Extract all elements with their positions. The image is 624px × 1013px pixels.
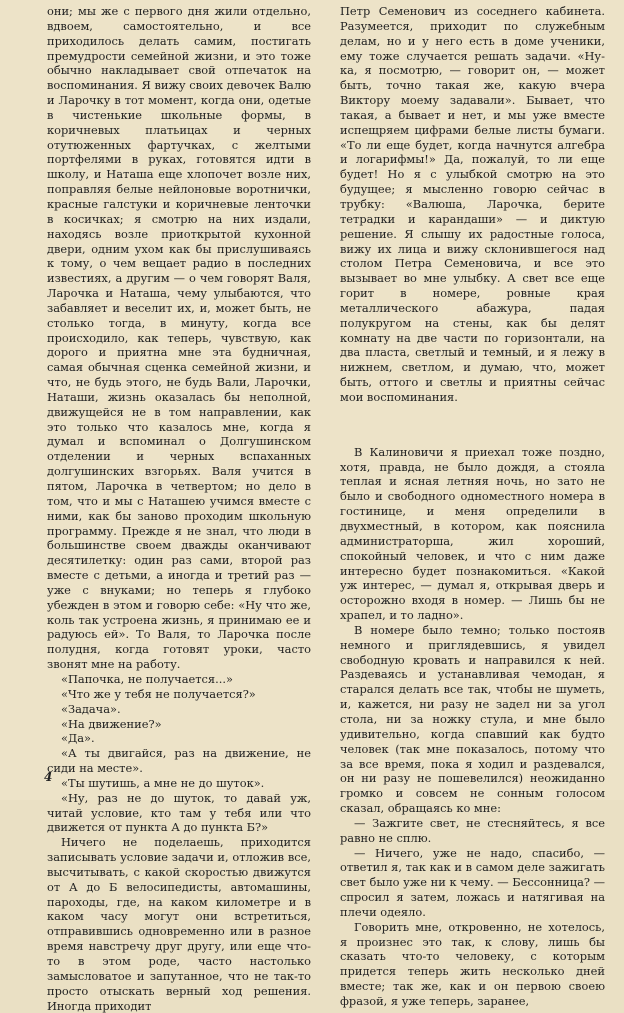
dialogue-line: «Задача». <box>61 701 121 716</box>
dialogue-line: «Ты шутишь, а мне не до шуток». <box>61 775 265 790</box>
paragraph: они; мы же с первого дня жили отдельно, вдвоем, самостоятельно, и все приходилось делать самим, постигать премудрости семейной жизни, и это тоже обычно накладывает свой отпечаток на воспоминания. Я вижу своих девочек Валю и Ларочку в тот момент, когда они, одетые в чистенькие школьные формы, в коричневых платьицах и черных отутюженных фартучках, с желтыми портфелями в руках, готовятся идти в школу, и Наташа еще хлопочет возле них, поправляя белые нейлоновые воротнички, красные галстуки и коричневые ленточки в косичках; я смотрю на них издали, находясь возле приоткрытой кухонной двери, одним ухом как бы прислушиваясь к тому, о чем вещает радио в последних известиях, а другим — о чем говорят Валя, Ларочка и Наташа, чему улыбаются, что забавляет и веселит их, и, может быть, не столько тогда, в минуту, когда все происходило, как теперь, чувствую, как дорого и приятна мне эта будничная, самая обычная сценка семейной жизни, и что, не будь этого, не будь Вали, Ларочки, Наташи, жизнь оказалась бы неполной, движущейся не в том направлении, как это только что казалось мне, когда я думал и вспоминал о Долгушинском отделении и черных вспаханных долгушинских взгорьях. Валя учится в пятом, Ларочка в четвертом; но дело в том, что и мы с Наташею учимся вместе с ними, как бы заново проходим школьную программу. Прежде я не знал, что люди в большинстве своем дважды оканчивают десятилетку: один раз сами, второй раз вместе с детьми, а иногда и третий раз — уже с внуками; но теперь я глубоко убежден в этом и говорю себе: «Ну что же, коль так устроена жизнь, я принимаю ее и радуюсь ей». То Валя, то Ларочка после полудня, когда готовят уроки, часто звонят мне на работу. <box>47 4 311 672</box>
dialogue-line: «Папочка, не получается...» <box>61 671 233 686</box>
paragraph: Ничего не поделаешь, приходится записывать условие задачи и, отложив все, высчитывать, с какой скоростью движутся от А до Б велосипедисты, автомашины, пароходы, где, на каком километре и в каком часу могут они встретиться, отправившись одновременно или в разное время навстречу друг другу, или еще что-то в этом роде, часто настолько замысловатое и запутанное, что не так-то просто отыскать верный ход решения. Иногда приходит <box>47 835 311 1013</box>
paragraph: Говорить мне, откровенно, не хотелось, я произнес это так, к слову, лишь бы сказать что-то человеку, с которым придется теперь жить несколько дней вместе; так же, как и он первою своею фразой, я уже теперь, заранее, <box>340 919 605 1008</box>
page-number: 4 <box>44 770 53 784</box>
dialogue-line: «Что же у тебя не получается?» <box>61 686 256 701</box>
dialogue-line: «А ты двигайся, раз на движение, не сиди на месте». <box>47 746 311 776</box>
left-text-column <box>47 4 311 1013</box>
paragraph: В номере было темно; только постояв немного и приглядевшись, я увидел свободную кровать и направился к ней. Раздеваясь и устанавливая чемодан, я старался делать все так, чтобы не шуметь, и, кажется, ни разу не задел ни за угол стола, ни за ножку стула, и мне было удивительно, когда спавший как будто человек (так мне показалось, потому что за все время, пока я ходил и раздевался, он ни разу не пошевелился) неожиданно громко и совсем не сонным голосом сказал, обращаясь ко мне: <box>340 622 605 816</box>
section-break <box>340 405 605 445</box>
dialogue-line: — Ничего, уже не надо, спасибо, — ответил я, так как и в самом деле зажигать свет было уже ни к чему. — Бессонница? — спросил я затем, ложась и натягивая на плечи одеяло. <box>340 845 606 919</box>
paragraph: Петр Семенович из соседнего кабинета. Разумеется, приходит по служебным делам, но и у него есть в доме ученики, ему тоже случается решать задачи. «Ну-ка, я посмотрю, — говорит он, — может быть, точно такая же, какую вчера Виктору моему задавали». Бывает, что такая, а бывает и нет, и мы уже вместе испещряем цифрами белые листы бумаги. «То ли еще будет, когда начнутся алгебра и логарифмы!» Да, пожалуй, то ли еще будет! Но я с улыбкой смотрю на это будущее; я мысленно говорю сейчас в трубку: «Валюша, Ларочка, берите тетрадки и карандаши» — и диктую решение. Я слышу их радостные голоса, вижу их лица и вижу склонившегося над столом Петра Семеновича, и все это вызывает во мне улыбку. А свет все еще горит в номере, ровные края металлического абажура, падая полукругом на стены, как бы делят комнату на две части по горизонтали, на два пласта, светлый и темный, и я лежу в нижнем, светлом, и думаю, что, может быть, оттого и светлы и приятны сейчас мои воспоминания. <box>340 4 605 404</box>
dialogue-line: — Зажгите свет, не стесняйтесь, я все равно не сплю. <box>340 815 605 845</box>
dialogue-line: «На движение?» <box>61 716 162 731</box>
dialogue-line: «Ну, раз не до шуток, то давай уж, читай условие, кто там у тебя или что движется от пункта А до пункта Б?» <box>47 790 311 835</box>
right-text-column <box>340 4 605 1009</box>
paragraph: В Калиновичи я приехал тоже поздно, хотя, правда, не было дождя, а стояла теплая и ясная летняя ночь, но зато не было и свободного одноместного номера в гостинице, и меня определили в двухместный, в котором, как пояснила администраторша, жил хороший, спокойный человек, и что с ним даже интересно будет познакомиться. «Какой уж интерес, — думал я, открывая дверь и осторожно входя в номер. — Лишь бы не храпел, и то ладно». <box>340 444 605 623</box>
dialogue-line: «Да». <box>61 731 95 746</box>
